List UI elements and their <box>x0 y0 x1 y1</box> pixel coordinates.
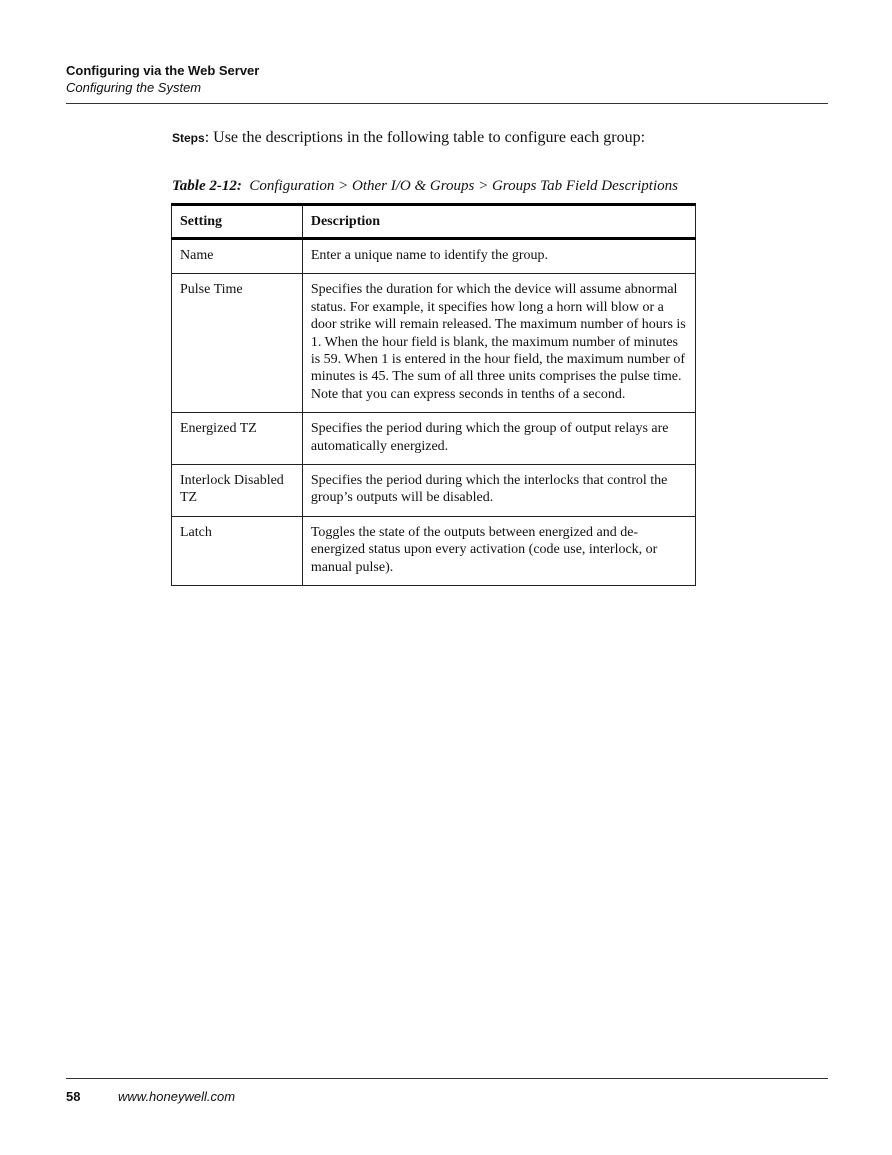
description-cell: Specifies the period during which the interlocks that control the group’s outputs will be disabled. <box>302 465 695 517</box>
steps-text: : Use the descriptions in the following table to configure each group: <box>204 129 646 146</box>
field-descriptions-table <box>171 203 696 586</box>
table-row <box>172 413 696 465</box>
header-title: Configuring via the Web Server <box>66 63 260 78</box>
steps-paragraph <box>172 128 645 148</box>
footer-url: www.honeywell.com <box>118 1089 236 1104</box>
page-number: 58 <box>66 1089 81 1104</box>
description-cell: Enter a unique name to identify the group. <box>302 239 695 274</box>
setting-cell: Interlock Disabled TZ <box>172 465 303 517</box>
setting-cell: Name <box>172 239 303 274</box>
table-caption-label: Table 2-12: <box>172 178 242 194</box>
table-header-row <box>172 205 696 239</box>
setting-cell: Latch <box>172 516 303 585</box>
table-row <box>172 465 696 517</box>
setting-cell: Energized TZ <box>172 413 303 465</box>
running-header <box>66 62 828 96</box>
description-cell: Specifies the period during which the group of output relays are automatically energized. <box>302 413 695 465</box>
setting-cell: Pulse Time <box>172 274 303 413</box>
header-subtitle: Configuring the System <box>66 80 202 95</box>
table-row <box>172 274 696 413</box>
column-header-description: Description <box>302 205 695 239</box>
table-row <box>172 239 696 274</box>
running-footer <box>66 1088 235 1105</box>
footer-divider <box>66 1078 828 1079</box>
table-caption <box>172 176 678 196</box>
column-header-setting: Setting <box>172 205 303 239</box>
table-caption-text: Configuration > Other I/O & Groups > Groups Tab Field Descriptions <box>241 178 678 194</box>
table-row <box>172 516 696 585</box>
description-cell: Specifies the duration for which the device will assume abnormal status. For example, it specifies how long a horn will blow or a door strike will remain released. The maximum number of hours is 1. When the hour field is blank, the maximum number of minutes is 59. When 1 is entered in the hour field, the maximum number of minutes is 45. The sum of all three units comprises the pulse time. Note that you can express seconds in tenths of a second. <box>302 274 695 413</box>
description-cell: Toggles the state of the outputs between energized and de-energized status upon every activation (code use, interlock, or manual pulse). <box>302 516 695 585</box>
header-divider <box>66 103 828 104</box>
steps-label: Steps <box>172 131 205 145</box>
